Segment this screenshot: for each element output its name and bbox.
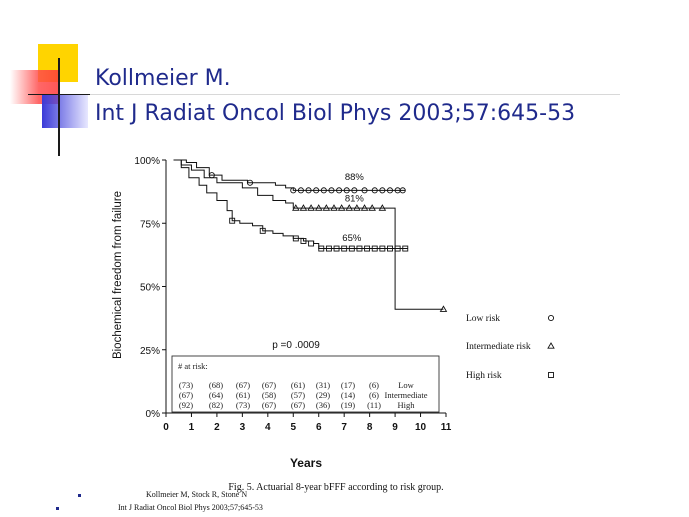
series-line-circle: [174, 160, 406, 190]
x-axis-label: Years: [289, 456, 323, 470]
at-risk-value: (67): [261, 400, 277, 410]
legend-label: High risk: [466, 371, 502, 381]
at-risk-value: (6): [369, 390, 379, 400]
slide-title-author: Kollmeier M.: [95, 66, 231, 91]
footer-bullet: [78, 494, 81, 497]
at-risk-value: (14): [340, 390, 356, 400]
series-line-triangle: [174, 160, 444, 309]
slide-title-citation: Int J Radiat Oncol Biol Phys 2003;57:645-53: [95, 101, 576, 126]
figure-caption: Fig. 5. Actuarial 8-year bFFF according to risk group.: [228, 482, 444, 493]
y-tick-label: 50%: [139, 282, 160, 294]
x-tick-label: 8: [366, 422, 373, 433]
y-tick-label: 100%: [134, 156, 160, 167]
x-tick-label: 4: [265, 422, 271, 433]
at-risk-value: (29): [315, 390, 331, 400]
at-risk-value: (61): [235, 390, 251, 400]
p-value-label: p =0 .0009: [272, 340, 320, 351]
at-risk-value: (67): [261, 380, 277, 390]
at-risk-header: # at risk:: [178, 361, 208, 371]
x-tick-label: 3: [239, 422, 246, 433]
legend-marker-triangle: [548, 343, 554, 348]
at-risk-value: (73): [178, 380, 194, 390]
at-risk-value: (67): [235, 380, 251, 390]
y-tick-label: 25%: [139, 345, 160, 357]
at-risk-group-label: Low: [398, 380, 414, 390]
legend-label: Low risk: [466, 314, 501, 324]
at-risk-value: (61): [290, 380, 306, 390]
at-risk-value: (11): [367, 400, 381, 410]
at-risk-value: (82): [208, 400, 224, 410]
y-axis-label: Biochemical freedom from failure: [112, 190, 124, 360]
at-risk-value: (6): [369, 380, 379, 390]
series-end-label: 81%: [344, 193, 364, 205]
at-risk-value: (58): [261, 390, 277, 400]
at-risk-value: (64): [208, 390, 224, 400]
x-tick-label: 10: [414, 422, 427, 433]
legend-marker-square: [549, 373, 554, 378]
x-tick-label: 1: [188, 422, 195, 433]
x-tick-label: 6: [315, 422, 322, 433]
censor-mark-square: [309, 241, 314, 246]
y-tick-label: 0%: [145, 409, 160, 420]
at-risk-value: (19): [340, 400, 356, 410]
series-end-label: 88%: [344, 172, 364, 184]
at-risk-group-label: High: [397, 400, 415, 410]
at-risk-value: (92): [178, 400, 194, 410]
at-risk-value: (68): [208, 380, 224, 390]
x-tick-label: 5: [290, 422, 297, 433]
at-risk-value: (31): [315, 380, 331, 390]
chart-legend: [466, 314, 554, 381]
at-risk-value: (67): [178, 390, 194, 400]
chart-markers: [209, 173, 446, 312]
at-risk-value: (67): [290, 400, 306, 410]
footer-authors: Kollmeier M, Stock R, Stone N: [146, 490, 248, 499]
chart-curves: [174, 160, 444, 309]
series-line-square: [174, 160, 408, 249]
at-risk-value: (36): [315, 400, 331, 410]
x-tick-label: 11: [440, 422, 452, 433]
legend-label: Intermediate risk: [466, 342, 531, 352]
series-end-label: 65%: [342, 232, 362, 244]
x-tick-label: 0: [163, 422, 169, 433]
at-risk-value: (57): [290, 390, 306, 400]
footer-citation: Int J Radiat Oncol Biol Phys 2003;57;645-53: [118, 503, 263, 512]
legend-marker-circle: [548, 315, 553, 320]
x-tick-label: 2: [214, 422, 220, 433]
at-risk-value: (73): [235, 400, 251, 410]
footer-bullet: [56, 507, 59, 510]
at-risk-group-label: Intermediate: [384, 390, 428, 400]
at-risk-value: (17): [340, 380, 356, 390]
at-risk-table: [172, 356, 439, 412]
chart-labels: [112, 172, 444, 493]
y-tick-label: 75%: [139, 219, 160, 231]
x-tick-label: 7: [341, 422, 347, 433]
x-tick-label: 9: [392, 422, 398, 433]
